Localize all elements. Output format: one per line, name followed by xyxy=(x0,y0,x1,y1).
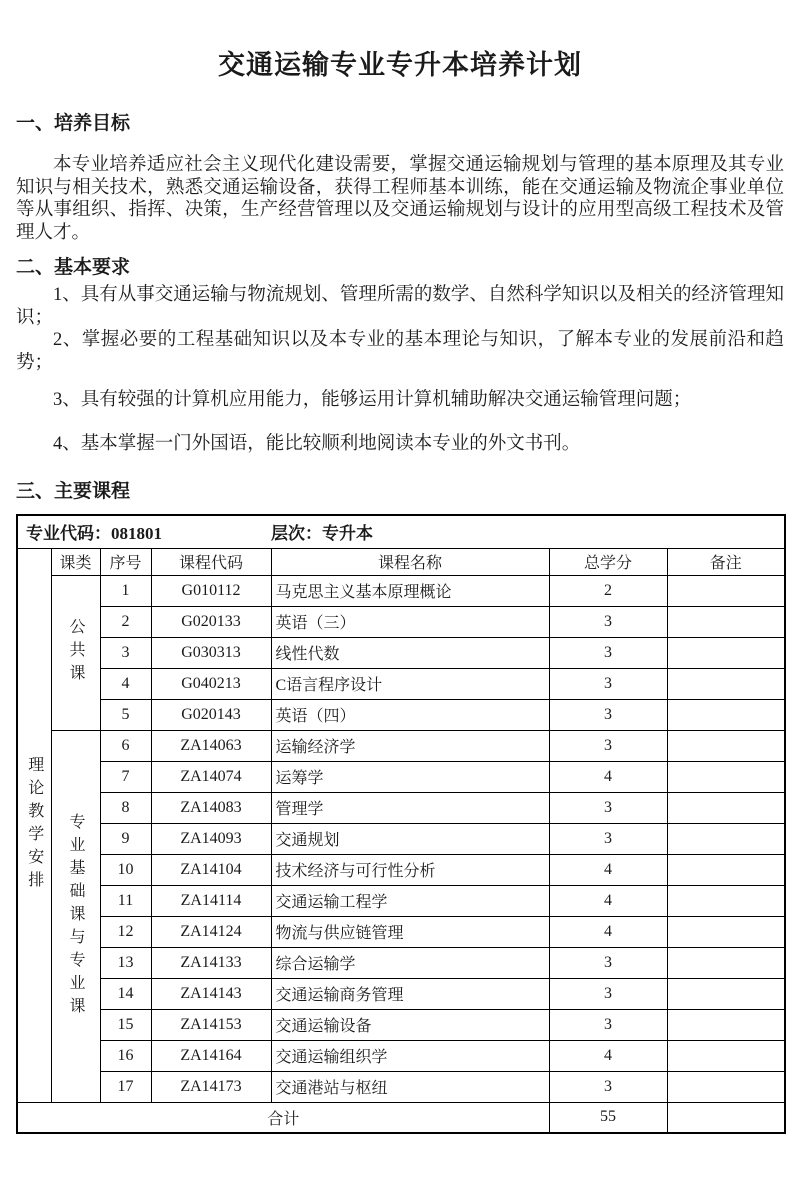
level-value: 层次：专升本 xyxy=(271,524,373,544)
header-no: 序号 xyxy=(100,548,151,575)
cell-code: G020143 xyxy=(151,699,271,730)
cell-note xyxy=(667,947,785,978)
cell-code: ZA14124 xyxy=(151,916,271,947)
course-category-cell xyxy=(51,575,100,730)
cell-code: ZA14143 xyxy=(151,978,271,1009)
major-code-value: 专业代码：081801 xyxy=(26,524,162,544)
cell-note xyxy=(667,885,785,916)
cell-code: G030313 xyxy=(151,637,271,668)
course-row xyxy=(17,1040,785,1071)
course-category-label: 公共课 xyxy=(67,618,84,687)
page-title: 交通运输专业专升本培养计划 xyxy=(218,50,582,80)
course-row xyxy=(17,575,785,606)
cell-code: ZA14063 xyxy=(151,730,271,761)
cell-credits: 3 xyxy=(549,823,667,854)
cell-no: 3 xyxy=(100,637,151,668)
cell-no: 8 xyxy=(100,792,151,823)
header-total-credits: 总学分 xyxy=(549,548,667,575)
cell-credits: 3 xyxy=(549,792,667,823)
course-row xyxy=(17,668,785,699)
course-row xyxy=(17,606,785,637)
course-row xyxy=(17,730,785,761)
total-note xyxy=(667,1102,785,1133)
cell-note xyxy=(667,1040,785,1071)
cell-note xyxy=(667,823,785,854)
cell-note xyxy=(667,699,785,730)
cell-no: 10 xyxy=(100,854,151,885)
cell-code: ZA14164 xyxy=(151,1040,271,1071)
cell-no: 17 xyxy=(100,1071,151,1102)
cell-code: ZA14104 xyxy=(151,854,271,885)
cell-note xyxy=(667,854,785,885)
cell-credits: 4 xyxy=(549,916,667,947)
course-table xyxy=(16,514,786,1134)
course-row xyxy=(17,1009,785,1040)
course-row xyxy=(17,978,785,1009)
cell-name: 线性代数 xyxy=(271,637,549,668)
course-row xyxy=(17,792,785,823)
cell-name: 交通运输工程学 xyxy=(271,885,549,916)
cell-credits: 3 xyxy=(549,730,667,761)
section-heading-basic-requirements: 二、基本要求 xyxy=(16,257,131,278)
cell-code: G040213 xyxy=(151,668,271,699)
cell-no: 1 xyxy=(100,575,151,606)
cell-no: 13 xyxy=(100,947,151,978)
cell-no: 2 xyxy=(100,606,151,637)
theory-teaching-cell xyxy=(17,548,51,1102)
requirement-item-3: 3、具有较强的计算机应用能力，能够运用计算机辅助解决交通运输管理问题； xyxy=(53,390,692,410)
cell-name: 运筹学 xyxy=(271,761,549,792)
course-row xyxy=(17,854,785,885)
cell-credits: 4 xyxy=(549,885,667,916)
cell-credits: 4 xyxy=(549,761,667,792)
section-heading-main-courses: 三、主要课程 xyxy=(16,481,131,502)
table-meta-row xyxy=(17,515,785,548)
requirement-item-2: 2、掌握必要的工程基础知识以及本专业的基本理论与知识，了解本专业的发展前沿和趋势； xyxy=(16,330,784,373)
header-category: 课类 xyxy=(51,548,100,575)
cell-name: 交通规划 xyxy=(271,823,549,854)
cell-credits: 3 xyxy=(549,637,667,668)
cell-credits: 4 xyxy=(549,854,667,885)
table-header-row xyxy=(17,548,785,575)
cell-note xyxy=(667,1071,785,1102)
cell-code: G020133 xyxy=(151,606,271,637)
cell-name: 交通运输设备 xyxy=(271,1009,549,1040)
course-row xyxy=(17,761,785,792)
cell-note xyxy=(667,761,785,792)
cell-note xyxy=(667,978,785,1009)
cell-code: ZA14114 xyxy=(151,885,271,916)
course-rows xyxy=(17,515,785,1102)
total-credits-value: 55 xyxy=(549,1102,667,1133)
cell-code: ZA14153 xyxy=(151,1009,271,1040)
cell-code: ZA14133 xyxy=(151,947,271,978)
course-row xyxy=(17,1071,785,1102)
cell-no: 14 xyxy=(100,978,151,1009)
meta-cell xyxy=(17,515,785,548)
cell-credits: 3 xyxy=(549,668,667,699)
training-objectives-paragraph: 本专业培养适应社会主义现代化建设需要，掌握交通运输规划与管理的基本原理及其专业知识与相关技术，熟悉交通运输设备，获得工程师基本训练，能在交通运输及物流企事业单位等从事组织、指挥、决策，生产经营管理以及交通运输规划与设计的应用型高级工程技术及管理人才。 xyxy=(16,155,784,243)
cell-name: 交通运输组织学 xyxy=(271,1040,549,1071)
cell-name: 管理学 xyxy=(271,792,549,823)
total-label: 合计 xyxy=(17,1102,549,1133)
cell-note xyxy=(667,1009,785,1040)
course-row xyxy=(17,823,785,854)
theory-teaching-label: 理论教学安排 xyxy=(25,756,43,894)
cell-credits: 3 xyxy=(549,978,667,1009)
cell-no: 15 xyxy=(100,1009,151,1040)
requirement-item-4: 4、基本掌握一门外国语，能比较顺利地阅读本专业的外文书刊。 xyxy=(53,433,581,454)
section-heading-training-objectives: 一、培养目标 xyxy=(16,113,131,134)
cell-no: 16 xyxy=(100,1040,151,1071)
cell-credits: 3 xyxy=(549,606,667,637)
cell-credits: 3 xyxy=(549,947,667,978)
header-course-name: 课程名称 xyxy=(271,548,549,575)
cell-name: 交通运输商务管理 xyxy=(271,978,549,1009)
header-course-code: 课程代码 xyxy=(151,548,271,575)
cell-note xyxy=(667,916,785,947)
cell-no: 5 xyxy=(100,699,151,730)
header-note: 备注 xyxy=(667,548,785,575)
cell-code: ZA14074 xyxy=(151,761,271,792)
cell-code: ZA14173 xyxy=(151,1071,271,1102)
cell-code: ZA14093 xyxy=(151,823,271,854)
cell-credits: 2 xyxy=(549,575,667,606)
cell-name: 马克思主义基本原理概论 xyxy=(271,575,549,606)
cell-name: 物流与供应链管理 xyxy=(271,916,549,947)
cell-note xyxy=(667,668,785,699)
cell-name: 运输经济学 xyxy=(271,730,549,761)
requirement-item-1: 1、具有从事交通运输与物流规划、管理所需的数学、自然科学知识以及相关的经济管理知识； xyxy=(16,285,784,328)
cell-name: 英语（三） xyxy=(271,606,549,637)
cell-credits: 4 xyxy=(549,1040,667,1071)
cell-name: 技术经济与可行性分析 xyxy=(271,854,549,885)
cell-no: 11 xyxy=(100,885,151,916)
cell-no: 7 xyxy=(100,761,151,792)
cell-credits: 3 xyxy=(549,1009,667,1040)
cell-name: C语言程序设计 xyxy=(271,668,549,699)
course-row xyxy=(17,885,785,916)
cell-credits: 3 xyxy=(549,1071,667,1102)
course-row xyxy=(17,947,785,978)
cell-name: 综合运输学 xyxy=(271,947,549,978)
course-category-label: 专业基础课与专业课 xyxy=(67,812,84,1020)
cell-no: 12 xyxy=(100,916,151,947)
cell-note xyxy=(667,730,785,761)
course-row xyxy=(17,916,785,947)
cell-note xyxy=(667,792,785,823)
table-total-row xyxy=(17,1102,785,1133)
cell-name: 交通港站与枢纽 xyxy=(271,1071,549,1102)
cell-no: 9 xyxy=(100,823,151,854)
cell-note xyxy=(667,606,785,637)
cell-credits: 3 xyxy=(549,699,667,730)
cell-name: 英语（四） xyxy=(271,699,549,730)
cell-no: 4 xyxy=(100,668,151,699)
cell-code: G010112 xyxy=(151,575,271,606)
course-row xyxy=(17,637,785,668)
course-category-cell xyxy=(51,730,100,1102)
cell-code: ZA14083 xyxy=(151,792,271,823)
cell-no: 6 xyxy=(100,730,151,761)
cell-note xyxy=(667,637,785,668)
course-row xyxy=(17,699,785,730)
cell-note xyxy=(667,575,785,606)
